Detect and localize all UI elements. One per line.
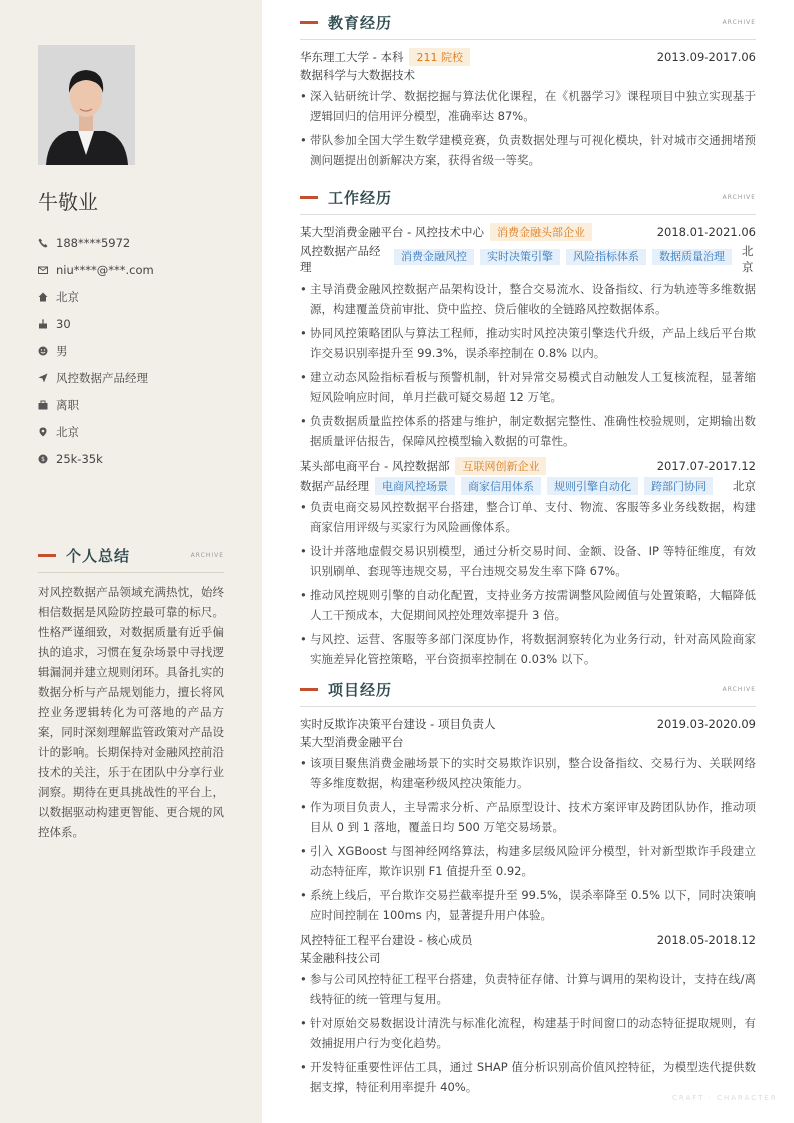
job-date: 2018.01-2021.06 [656, 225, 756, 239]
project-org: 某金融科技公司 [300, 951, 381, 965]
company-badge: 消费金融头部企业 [490, 223, 592, 241]
location-pin-icon [38, 427, 56, 437]
summary-title: 个人总结 [66, 546, 131, 565]
contact-city: 北京 [38, 283, 238, 310]
skill-tag: 商家信用体系 [461, 477, 541, 495]
skill-tag: 风险指标体系 [566, 249, 646, 265]
contact-target-city: 北京 [38, 418, 238, 445]
skill-tag: 数据质量治理 [652, 249, 732, 265]
education-bullet: • 带队参加全国大学生数学建模竞赛，负责数据处理与可视化模块，针对城市交通拥堵预测问题提出创新解决方案，获得省级一等奖。 [300, 133, 756, 167]
job-role-row [300, 477, 756, 495]
work-section [300, 186, 756, 669]
divider [300, 214, 756, 215]
project-date: 2018.05-2018.12 [656, 933, 756, 947]
job-bullet: • 建立动态风险指标看板与预警机制，针对异常交易模式自动触发人工复核流程，显著缩短风险响应时间，单月拦截可疑交易超 12 万笔。 [300, 370, 756, 404]
school-badge: 211 院校 [409, 48, 470, 66]
contact-status: 离职 [38, 391, 238, 418]
skill-tag: 电商风控场景 [375, 477, 455, 495]
face-icon [38, 346, 56, 356]
accent-bar [300, 688, 318, 691]
accent-bar [300, 21, 318, 24]
project-org: 某大型消费金融平台 [300, 735, 404, 749]
work-title: 工作经历 [328, 188, 393, 207]
school-name: 华东理工大学 - 本科 [300, 50, 404, 64]
education-tag: ARCHIVE [722, 18, 756, 26]
divider [300, 706, 756, 707]
briefcase-icon [38, 400, 56, 410]
skill-tag: 跨部门协同 [644, 477, 713, 495]
skill-tag: 规则引擎自动化 [547, 477, 638, 495]
job-city: 北京 [742, 244, 754, 274]
job-role-row [300, 243, 756, 275]
summary-text: 对风控数据产品领域充满热忱，始终相信数据是风险防控最可靠的标尺。性格严谨细致，对数据质量有近乎偏执的追求，习惯在复杂场景中寻找逻辑漏洞并建立规则闭环。具备扎实的数据分析与产品规划能力，擅长将风控业务逻辑转化为可落地的产品方案，同时深刻理解监管政策对产品设计的影响。长期保持对金融风控前沿技术的关注，乐于在团队中分享行业洞察。期待在更具挑战性的平台上，以数据驱动构建更智能、更合规的风控体系。 [38, 585, 224, 839]
summary-tag: ARCHIVE [190, 551, 224, 559]
project-bullet: • 系统上线后，平台欺诈交易拦截率提升至 99.5%，误杀率降至 0.5% 以下，同时决策响应时间控制在 100ms 内，显著提升用户体验。 [300, 888, 756, 922]
job-bullet: • 主导消费金融风控数据产品架构设计，整合交易流水、设备指纹、行为轨迹等多维数据源，构建覆盖贷前审批、贷中监控、贷后催收的全链路风控数据体系。 [300, 282, 756, 316]
money-icon [38, 454, 56, 464]
svg-text:$: $ [41, 455, 45, 463]
project-name: 风控特征工程平台建设 - 核心成员 [300, 933, 473, 947]
work-tag: ARCHIVE [722, 193, 756, 201]
mail-icon [38, 265, 56, 275]
project-name: 实时反欺诈决策平台建设 - 项目负责人 [300, 717, 496, 731]
skill-tag: 消费金融风控 [394, 249, 474, 265]
project-bullet: • 针对原始交易数据设计清洗与标准化流程，构建基于时间窗口的动态特征提取规则，有效捕捉用户行为变化趋势。 [300, 1016, 756, 1050]
education-row [300, 48, 756, 66]
education-bullet: • 深入钻研统计学、数据挖掘与算法优化课程，在《机器学习》课程项目中独立实现基于逻辑回归的信用评分模型，准确率达 87%。 [300, 89, 756, 123]
skill-tag: 实时决策引擎 [480, 249, 560, 265]
job-bullet: • 推动风控规则引擎的自动化配置，支持业务方按需调整风险阈值与处置策略，大幅降低人工干预成本，大促期间风控处理效率提升 3 倍。 [300, 588, 756, 622]
education-title: 教育经历 [328, 13, 393, 32]
projects-tag: ARCHIVE [722, 685, 756, 693]
contact-email: niu****@***.com [38, 256, 238, 283]
job-role: 数据产品经理 [300, 479, 369, 493]
watermark: CRAFT · CHARACTER [672, 1094, 778, 1102]
job-header [300, 457, 756, 475]
contact-phone: 188****5972 [38, 229, 238, 256]
job-bullet: • 设计并落地虚假交易识别模型，通过分析交易时间、金额、设备、IP 等特征维度，有效识别刷单、套现等违规交易，平台违规交易发生率下降 67%。 [300, 544, 756, 578]
job-header [300, 223, 756, 241]
contact-list [38, 229, 238, 472]
candidate-name: 牛敬业 [38, 190, 98, 214]
sidebar [0, 0, 262, 1123]
job-bullet: • 协同风控策略团队与算法工程师，推动实时风控决策引擎迭代升级，产品上线后平台欺诈交易识别率提升至 99.3%，误杀率控制在 0.8% 以内。 [300, 326, 756, 360]
contact-salary: $ 25k-35k [38, 445, 238, 472]
contact-gender: 男 [38, 337, 238, 364]
project-bullet: • 该项目聚焦消费金融场景下的实时交易欺诈识别，整合设备指纹、交易行为、关联网络等多维度数据，构建毫秒级风控决策能力。 [300, 756, 756, 790]
phone-icon [38, 238, 56, 248]
project-bullet: • 引入 XGBoost 与图神经网络算法，构建多层级风险评分模型，针对新型欺诈手段建立动态特征库，欺诈识别 F1 值提升至 0.92。 [300, 844, 756, 878]
job-city: 北京 [733, 479, 756, 493]
project-header [300, 715, 756, 733]
projects-section [300, 678, 756, 1097]
home-icon [38, 292, 56, 302]
cake-icon [38, 319, 56, 329]
divider [38, 572, 224, 573]
send-icon [38, 373, 56, 383]
education-section [300, 11, 756, 170]
contact-target-role: 风控数据产品经理 [38, 364, 238, 391]
project-bullet: • 参与公司风控特征工程平台搭建，负责特征存储、计算与调用的架构设计，支持在线/离线特征的统一管理与复用。 [300, 972, 756, 1006]
company-name: 某大型消费金融平台 - 风控技术中心 [300, 225, 484, 239]
education-major: 数据科学与大数据技术 [300, 68, 415, 82]
accent-bar [300, 196, 318, 199]
accent-bar [38, 554, 56, 557]
job-date: 2017.07-2017.12 [656, 459, 756, 473]
summary-header [38, 544, 224, 573]
divider [300, 39, 756, 40]
projects-title: 项目经历 [328, 680, 393, 699]
job-bullet: • 负责数据质量监控体系的搭建与维护，制定数据完整性、准确性校验规则，定期输出数据质量评估报告，保障风控模型输入数据的可靠性。 [300, 414, 756, 448]
job-bullet: • 与风控、运营、客服等多部门深度协作，将数据洞察转化为业务行动，针对高风险商家实施差异化管控策略，平台资损率控制在 0.03% 以下。 [300, 632, 756, 666]
project-bullet: • 作为项目负责人，主导需求分析、产品原型设计、技术方案评审及跨团队协作，推动项目从 0 到 1 落地，覆盖日均 500 万笔交易场景。 [300, 800, 756, 834]
job-bullet: • 负责电商交易风控数据平台搭建，整合订单、支付、物流、客服等多业务线数据，构建商家信用评级与买家行为风险画像体系。 [300, 500, 756, 534]
project-bullet: • 开发特征重要性评估工具，通过 SHAP 值分析识别高价值风控特征，为模型迭代提供数据支撑，特征利用率提升 40%。 [300, 1060, 756, 1094]
project-header [300, 931, 756, 949]
project-date: 2019.03-2020.09 [656, 717, 756, 731]
company-badge: 互联网创新企业 [455, 457, 546, 475]
company-name: 某头部电商平台 - 风控数据部 [300, 459, 450, 473]
job-role: 风控数据产品经理 [300, 244, 381, 274]
profile-photo [38, 45, 135, 165]
contact-age: 30 [38, 310, 238, 337]
education-date: 2013.09-2017.06 [656, 50, 756, 64]
